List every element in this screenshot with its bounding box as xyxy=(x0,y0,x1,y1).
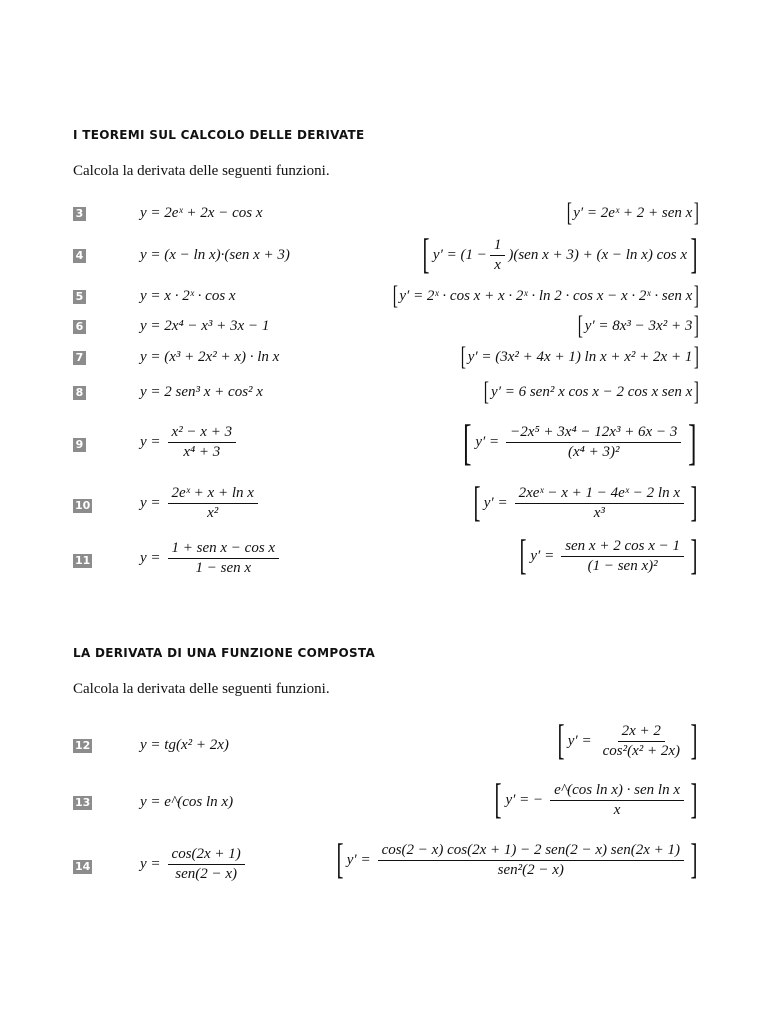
answer-lhs: y′ = xyxy=(567,732,592,749)
function-lhs: y = xyxy=(140,856,161,872)
answer-expression: [ y′ = − $\frac{\text{e\textasciicircum{}(cos ln x) · sen ln x}}{x}$ ] xyxy=(494,777,698,823)
answer-expression: [ y′ = (3x² + 4x + 1) ln x + x² + 2x + 1 ] xyxy=(460,342,700,371)
answer-denominator: x³ xyxy=(593,504,605,521)
function-denominator: 1 − sen x xyxy=(195,560,252,576)
answer-expression: [ y′ = $\frac{\text{−2x⁵ + 3x⁴ − 12x³ + 6x − 3}}{\text{(x⁴ + 3)²}}$ ] xyxy=(462,414,697,470)
function-expression: y = 2 sen³ x + cos² x xyxy=(140,384,263,400)
answer-numerator: e^(cos ln x) · sen ln x xyxy=(550,782,684,801)
function-expression: y = e^(cos ln x) xyxy=(140,794,234,810)
section-intro: Calcola la derivata delle seguenti funzioni. xyxy=(73,681,330,697)
exercise-number: 11 xyxy=(75,554,91,567)
answer-fraction xyxy=(378,842,684,879)
answer-text: y′ = 2eˣ + 2 + sen x xyxy=(573,204,693,221)
exercise-number: 9 xyxy=(73,438,86,452)
answer-expression: [ y′ = $\frac{\text{cos(2 − x) cos(2x + 1) − 2 sen(2 − x) sen(2x + 1)}}{\text{sen²(2 − x)}}$ ] xyxy=(336,837,698,883)
function-fraction xyxy=(168,485,258,522)
answer-expression: [ y′ = $\frac{\text{sen x + 2 cos x − 1}}{\text{(1 − sen x)²}}$ ] xyxy=(519,533,698,579)
function-lhs: y = xyxy=(140,434,161,450)
answer-fraction xyxy=(550,782,684,819)
function-fraction xyxy=(168,424,237,461)
function-expression: y = tg(x² + 2x) xyxy=(140,737,229,753)
exercise-number: 10 xyxy=(75,499,91,512)
answer-numerator: cos(2 − x) cos(2x + 1) − 2 sen(2 − x) sen(2x + 1) xyxy=(378,842,684,861)
function-numerator: cos(2x + 1) xyxy=(168,846,245,865)
function-expression xyxy=(140,540,282,577)
function-expression xyxy=(140,846,248,883)
exercise-number: 8 xyxy=(73,386,86,400)
section-intro: Calcola la derivata delle seguenti funzioni. xyxy=(73,163,330,179)
section-title-derivate: I TEOREMI SUL CALCOLO DELLE DERIVATE xyxy=(73,128,365,142)
exercise-number: 6 xyxy=(73,320,86,334)
answer-denominator: (1 − sen x)² xyxy=(587,557,658,574)
answer-lhs: y′ = xyxy=(530,547,555,564)
exercise-number: 3 xyxy=(73,207,86,221)
function-expression: y = 2x⁴ − x³ + 3x − 1 xyxy=(140,318,270,334)
function-numerator: 1 + sen x − cos x xyxy=(168,540,280,559)
answer-fraction xyxy=(561,538,684,575)
answer-text: y′ = 8x³ − 3x² + 3 xyxy=(584,317,693,334)
function-expression: y = x · 2ˣ · cos x xyxy=(140,288,236,304)
function-expression: y = (x³ + 2x² + x) · ln x xyxy=(140,349,280,365)
answer-expression: [ y′ = $\frac{2x + 2}{\text{cos²(x² + 2x)}}$ ] xyxy=(557,718,698,764)
answer-denominator: (x⁴ + 3)² xyxy=(568,443,620,460)
answer-fraction xyxy=(599,723,684,760)
answer-expression: [ y′ = 2ˣ · cos x + x · 2ˣ · ln 2 · cos x − x · 2ˣ · sen x ] xyxy=(392,281,700,310)
answer-expression: [ y′ = $\frac{\text{2xeˣ − x + 1 − 4eˣ − 2 ln x}}{\text{x³}}$ ] xyxy=(473,480,698,526)
function-numerator: 2eˣ + x + ln x xyxy=(168,485,258,504)
function-expression: y = 2eˣ + 2x − cos x xyxy=(140,205,263,221)
exercise-number: 14 xyxy=(75,860,91,873)
function-denominator: x² xyxy=(207,505,219,521)
answer-denominator: x xyxy=(494,256,501,273)
answer-fraction xyxy=(506,424,681,461)
function-denominator: sen(2 − x) xyxy=(175,866,238,882)
exercise-number: 12 xyxy=(75,739,91,752)
answer-expression: [ y′ = 6 sen² x cos x − 2 cos x sen x ] xyxy=(484,377,700,406)
function-lhs: y = xyxy=(140,550,161,566)
answer-text: y′ = (3x² + 4x + 1) ln x + x² + 2x + 1 xyxy=(467,348,693,365)
function-numerator: x² − x + 3 xyxy=(168,424,237,443)
answer-numerator: 2x + 2 xyxy=(618,723,665,742)
function-expression xyxy=(140,424,239,461)
exercise-number: 4 xyxy=(73,249,86,263)
function-expression xyxy=(140,485,261,522)
answer-numerator: −2x⁵ + 3x⁴ − 12x³ + 6x − 3 xyxy=(506,424,681,443)
answer-denominator: sen²(2 − x) xyxy=(497,861,564,878)
answer-lhs: y′ = xyxy=(346,851,371,868)
answer-text: y′ = 6 sen² x cos x − 2 cos x sen x xyxy=(491,383,693,400)
function-expression: y = (x − ln x)·(sen x + 3) xyxy=(140,247,290,263)
answer-numerator: 2xeˣ − x + 1 − 4eˣ − 2 ln x xyxy=(515,485,684,504)
answer-denominator: x xyxy=(613,801,621,818)
answer-expression: [ y′ = (1 − $\frac{1}{x}$ )(sen x + 3) + (x − ln x) cos x ] xyxy=(422,232,698,278)
section-title-composta: LA DERIVATA DI UNA FUNZIONE COMPOSTA xyxy=(73,646,376,660)
function-fraction xyxy=(168,846,245,883)
answer-text: y′ = 2ˣ · cos x + x · 2ˣ · ln 2 · cos x − x · 2ˣ · sen x xyxy=(399,287,693,304)
answer-suffix: )(sen x + 3) + (x − ln x) cos x xyxy=(508,246,687,263)
function-fraction xyxy=(168,540,280,577)
function-lhs: y = xyxy=(140,495,161,511)
answer-lhs: y′ = − xyxy=(505,791,544,808)
answer-numerator: 1 xyxy=(490,237,506,256)
answer-denominator: cos²(x² + 2x) xyxy=(602,742,680,759)
answer-lhs: y′ = xyxy=(475,433,500,450)
function-denominator: x⁴ + 3 xyxy=(183,444,221,460)
answer-lhs: y′ = xyxy=(483,494,508,511)
answer-fraction xyxy=(490,237,506,274)
answer-fraction xyxy=(515,485,684,522)
exercise-number: 7 xyxy=(73,351,86,365)
answer-numerator: sen x + 2 cos x − 1 xyxy=(561,538,684,557)
exercise-number: 5 xyxy=(73,290,86,304)
answer-prefix: y′ = (1 − xyxy=(432,246,487,263)
answer-expression: [ y′ = 8x³ − 3x² + 3 ] xyxy=(577,311,700,340)
exercise-number: 13 xyxy=(75,796,91,809)
answer-expression: [ y′ = 2eˣ + 2 + sen x ] xyxy=(566,198,700,227)
